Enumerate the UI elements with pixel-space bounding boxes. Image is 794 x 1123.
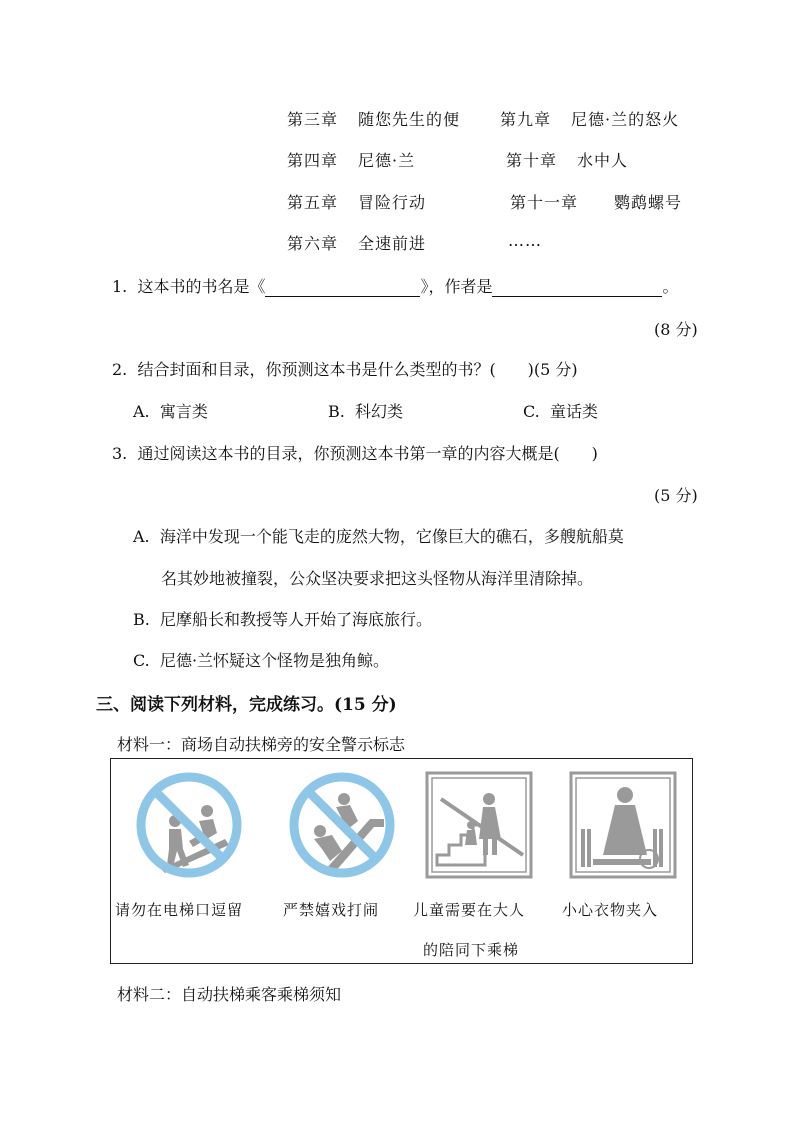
- safety-signs-panel: [110, 758, 693, 964]
- toc-chapter-11: 第十一章 鹦鹉螺号: [510, 193, 683, 212]
- toc-chapter-4: 第四章 尼德·兰: [287, 151, 416, 170]
- question-3-option-b[interactable]: B. 尼摩船长和教授等人开始了海底旅行。: [133, 610, 433, 629]
- question-1: 1. 这本书的书名是《 》，作者是 。: [112, 277, 679, 296]
- question-3: 3. 通过阅读这本书的目录，你预测这本书第一章的内容大概是( ): [112, 444, 598, 463]
- toc-chapter-6: 第六章 全速前进: [287, 234, 427, 253]
- question-3-option-a-line2: 名其妙地被撞裂，公众坚决要求把这头怪物从海洋里清除掉。: [161, 569, 594, 588]
- material-1-title: 材料一：商场自动扶梯旁的安全警示标志: [117, 735, 406, 754]
- toc-chapter-10: 第十章 水中人: [506, 151, 629, 170]
- toc-chapter-3: 第三章 随您先生的便: [287, 110, 461, 129]
- sign-caption-child-with-adult-line2: 的陪同下乘梯: [423, 941, 520, 959]
- question-2-option-b[interactable]: B. 科幻类: [328, 402, 404, 421]
- material-2-title: 材料二：自动扶梯乘客乘梯须知: [117, 985, 342, 1004]
- sign-caption-child-with-adult: 儿童需要在大人: [413, 901, 526, 919]
- no-playing-icon: [286, 769, 398, 881]
- sign-caption-clothing-caught: 小心衣物夹入: [562, 901, 659, 919]
- child-with-adult-icon: [423, 769, 535, 881]
- question-3-option-a[interactable]: A. 海洋中发现一个能飞走的庞然大物，它像巨大的礁石，多艘航船莫: [133, 527, 624, 546]
- question-2-option-c[interactable]: C. 童话类: [523, 402, 598, 421]
- question-3-score: (5 分): [654, 486, 698, 505]
- author-blank[interactable]: [492, 280, 662, 297]
- toc-chapter-5: 第五章 冒险行动: [287, 193, 427, 212]
- question-2-option-a[interactable]: A. 寓言类: [133, 402, 208, 421]
- book-title-blank[interactable]: [265, 280, 420, 297]
- question-3-option-c[interactable]: C. 尼德·兰怀疑这个怪物是独角鲸。: [133, 651, 390, 670]
- clothing-caught-icon: [567, 769, 679, 881]
- no-lingering-icon: [133, 769, 245, 881]
- sign-caption-no-lingering: 请勿在电梯口逗留: [115, 901, 244, 919]
- sign-caption-no-playing: 严禁嬉戏打闹: [283, 901, 380, 919]
- question-2: 2. 结合封面和目录，你预测这本书是什么类型的书？( )(5 分): [112, 360, 578, 379]
- toc-ellipsis: ……: [508, 231, 542, 250]
- section-3-heading: 三、阅读下列材料，完成练习。(15 分): [96, 695, 397, 715]
- question-1-score: (8 分): [654, 320, 698, 339]
- toc-chapter-9: 第九章 尼德·兰的怒火: [500, 110, 680, 129]
